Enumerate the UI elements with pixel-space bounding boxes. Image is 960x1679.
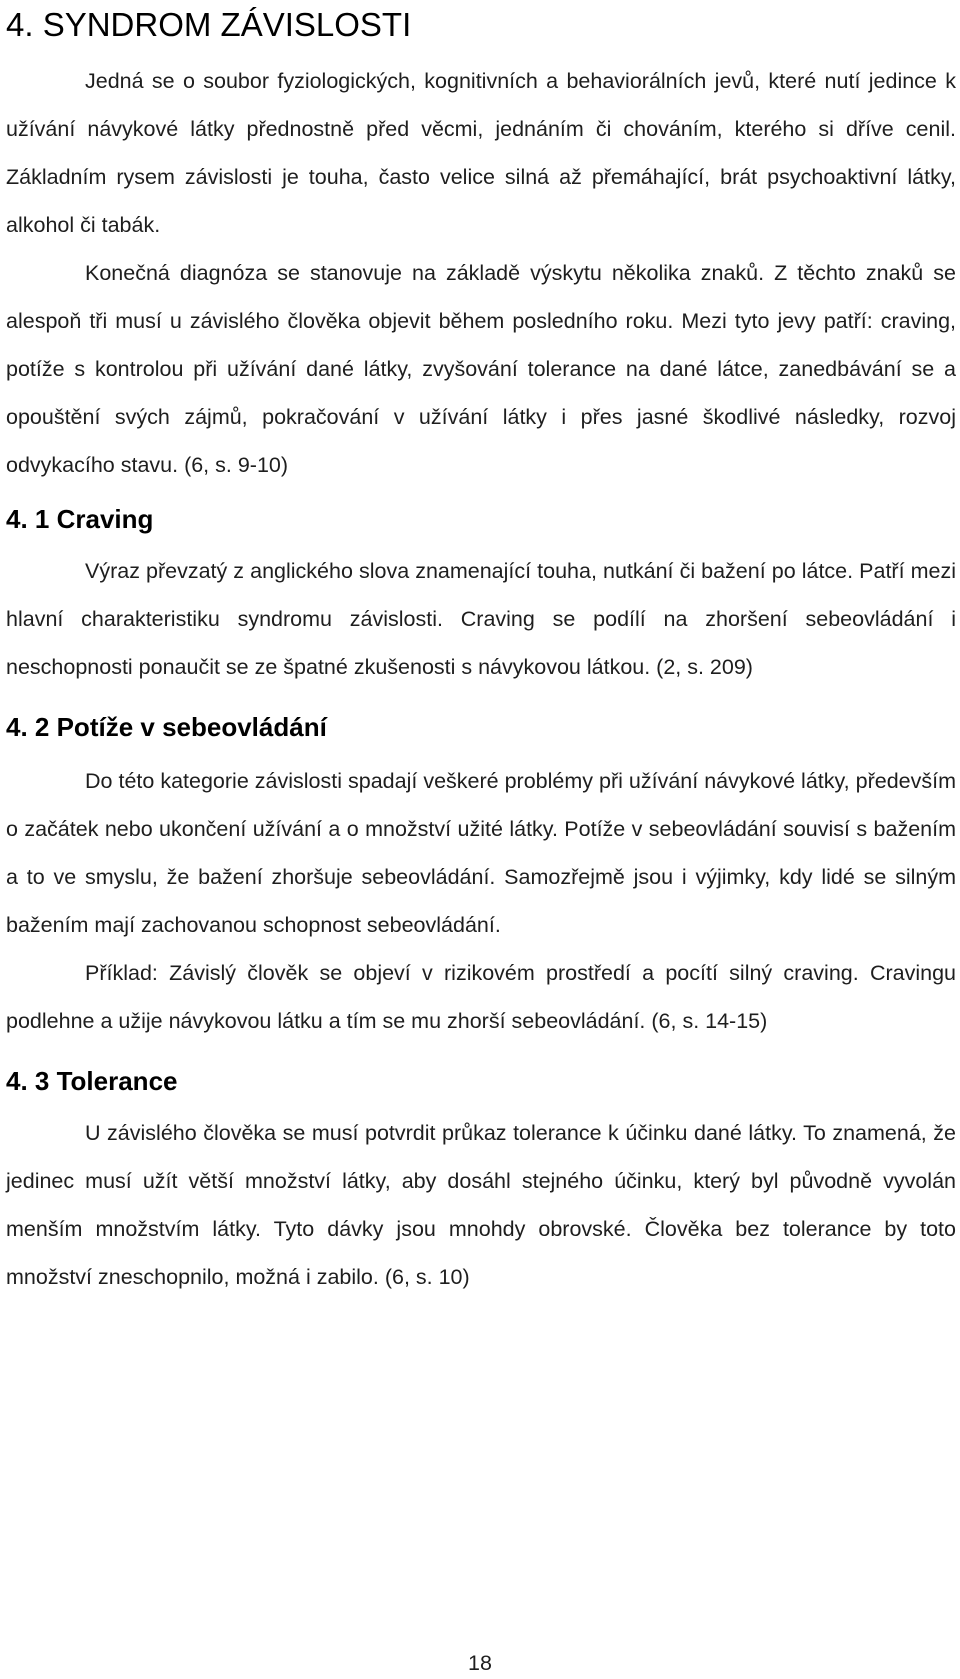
tolerance-paragraph: U závislého člověka se musí potvrdit průkaz tolerance k účinku dané látky. To znamená, že jedinec musí užít větší množství látky, aby dosáhl stejného účinku, který byl původně vyvolán menším množstvím látky. Tyto dávky jsou mnohdy obrovské. Člověka bez tolerance by toto množství zneschopnilo, možná i zabilo. (6, s. 10) xyxy=(6,1121,956,1289)
self-control-paragraph-2: Příklad: Závislý člověk se objeví v rizikovém prostředí a pocítí silný craving. Cravingu podlehne a užije návykovou látku a tím se mu zhorší sebeovládání. (6, s. 14-15) xyxy=(6,961,956,1033)
intro-paragraph-1: Jedná se o soubor fyziologických, kognitivních a behaviorálních jevů, které nutí jedince k užívání návykové látky přednostně před věcmi, jednáním či chováním, kterého si dříve cenil. Základním rysem závislosti je touha, často velice silná až přemáhající, brát psychoaktivní látky, alkohol či tabák. xyxy=(6,69,956,237)
section-heading-self-control: 4. 2 Potíže v sebeovládání xyxy=(6,712,327,742)
chapter-title: 4. SYNDROM ZÁVISLOSTI xyxy=(6,6,412,43)
self-control-paragraph-1: Do této kategorie závislosti spadají veškeré problémy při užívání návykové látky, především o začátek nebo ukončení užívání a o množství užité látky. Potíže v sebeovládání souvisí s bažením a to ve smyslu, že bažení zhoršuje sebeovládání. Samozřejmě jsou i výjimky, kdy lidé se silným bažením mají zachovanou schopnost sebeovládání. xyxy=(6,769,956,937)
section-heading-tolerance: 4. 3 Tolerance xyxy=(6,1066,178,1096)
page-content xyxy=(6,0,956,1301)
page-number: 18 xyxy=(468,1651,492,1675)
craving-paragraph: Výraz převzatý z anglického slova znamenající touha, nutkání či bažení po látce. Patří mezi hlavní charakteristiku syndromu závislosti. Craving se podílí na zhoršení sebeovládání i neschopnosti ponaučit se ze špatné zkušenosti s návykovou látkou. (2, s. 209) xyxy=(6,559,956,679)
section-heading-craving: 4. 1 Craving xyxy=(6,504,154,534)
intro-paragraph-2: Konečná diagnóza se stanovuje na základě výskytu několika znaků. Z těchto znaků se alespoň tři musí u závislého člověka objevit během posledního roku. Mezi tyto jevy patří: craving, potíže s kontrolou při užívání dané látky, zvyšování tolerance na dané látce, zanedbávání se a opouštění svých zájmů, pokračování v užívání látky i přes jasné škodlivé následky, rozvoj odvykacího stavu. (6, s. 9-10) xyxy=(6,261,956,477)
